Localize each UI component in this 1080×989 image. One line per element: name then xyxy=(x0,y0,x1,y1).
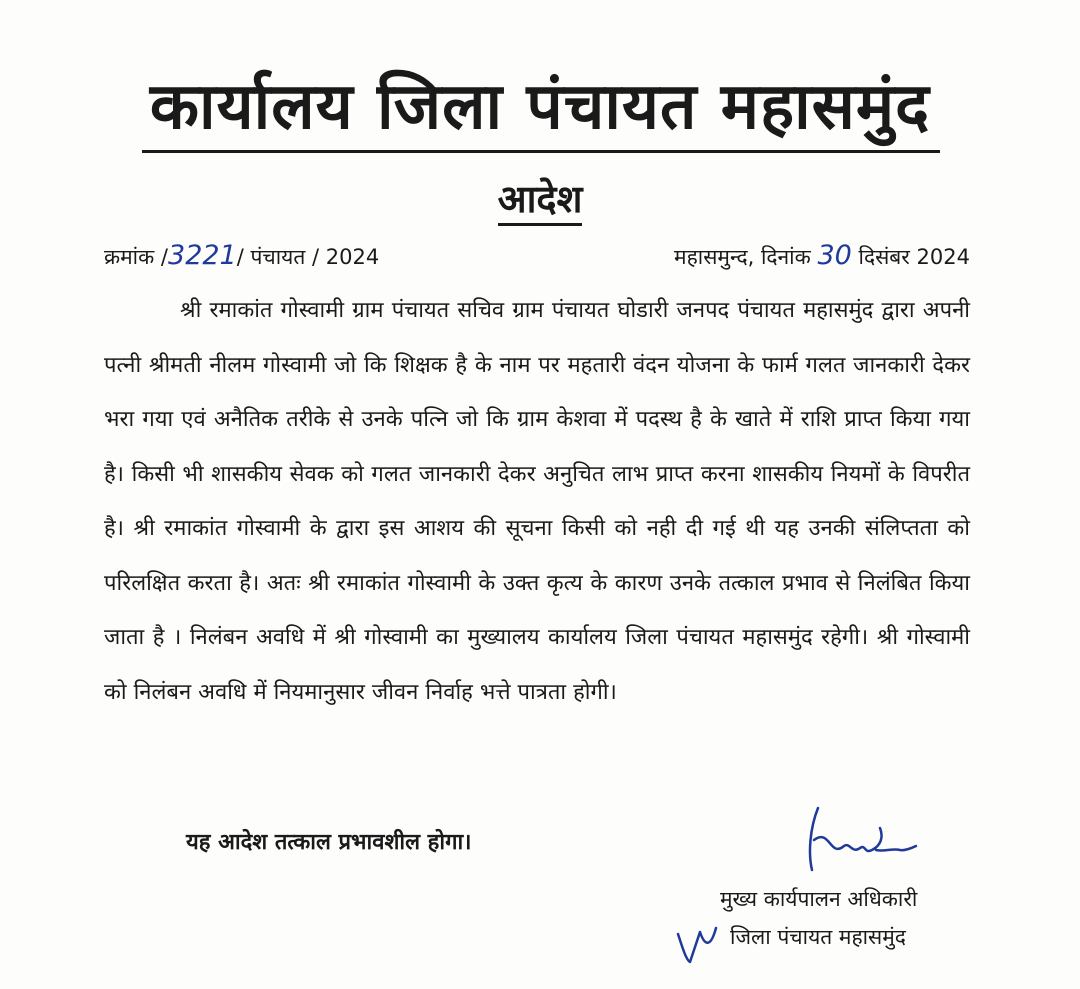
place-and-date xyxy=(674,240,970,271)
signatory-block xyxy=(720,880,917,956)
reference-suffix: / पंचायत / 2024 xyxy=(236,245,380,269)
closing-line: यह आदेश तत्काल प्रभावशील होगा। xyxy=(186,830,472,855)
signatory-designation: मुख्य कार्यपालन अधिकारी xyxy=(720,887,918,911)
order-body-paragraph: श्री रमाकांत गोस्वामी ग्राम पंचायत सचिव ग्राम पंचायत घोडारी जनपद पंचायत महासमुंद द्वारा अपनी पत्नी श्रीमती नीलम गोस्वामी जो कि शिक्षक है के नाम पर महतारी वंदन योजना के फार्म गलत जानकारी देकर भरा गया एवं अनैतिक तरीके से उनके पत्नि जो कि ग्राम केशवा में पदस्थ है के खाते में राशि प्राप्त किया गया है। किसी भी शासकीय सेवक को गलत जानकारी देकर अनुचित लाभ प्राप्त करना शासकीय नियमों के विपरीत है। श्री रमाकांत गोस्वामी के द्वारा इस आशय की सूचना किसी को नही दी गई थी यह उनकी संलिप्तता को परिलक्षित करता है। अतः श्री रमाकांत गोस्वामी के उक्त कृत्य के कारण उनके तत्काल प्रभाव से निलंबित किया जाता है । निलंबन अवधि में श्री गोस्वामी का मुख्यालय कार्यालय जिला पंचायत महासमुंद रहेगी। श्री गोस्वामी को निलंबन अवधि में नियमानुसार जीवन निर्वाह भत्ते पात्रता होगी। xyxy=(104,298,970,705)
initials-mark-icon xyxy=(672,920,722,970)
reference-number xyxy=(104,240,379,271)
order-heading-text: आदेश xyxy=(498,177,583,226)
signature-icon xyxy=(800,798,920,878)
date-month-year: दिसंबर 2024 xyxy=(858,245,970,269)
office-title: कार्यालय जिला पंचायत महासमुंद xyxy=(149,70,931,144)
place-date-prefix: महासमुन्द, दिनांक xyxy=(674,245,811,269)
signatory-office: जिला पंचायत महासमुंद xyxy=(730,925,906,949)
reference-number-handwritten: 3221 xyxy=(168,240,237,271)
order-heading xyxy=(0,172,1080,224)
date-day-handwritten: 30 xyxy=(817,240,852,271)
reference-prefix: क्रमांक / xyxy=(104,245,169,269)
title-underline xyxy=(142,150,940,153)
